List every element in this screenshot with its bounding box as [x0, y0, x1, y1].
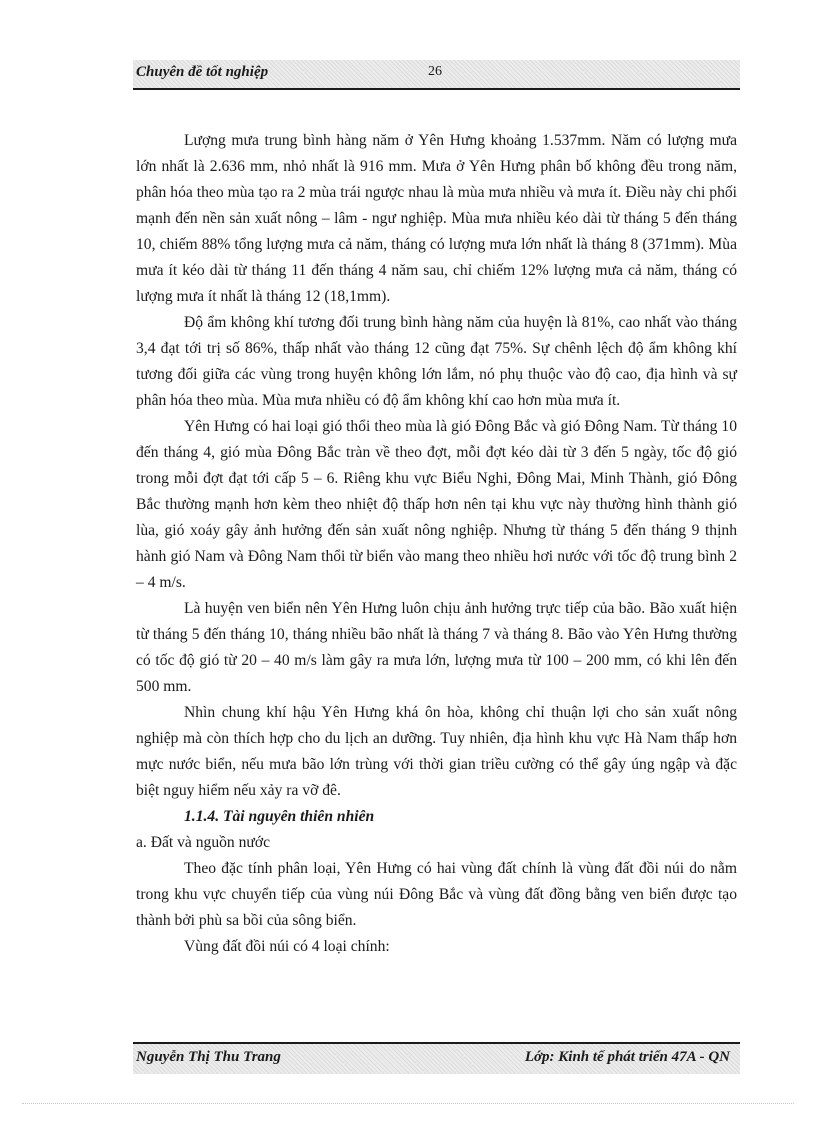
paragraph: Nhìn chung khí hậu Yên Hưng khá ôn hòa, không chỉ thuận lợi cho sản xuất nông nghiệp mà còn thích hợp cho du lịch an dưỡng. Tuy nhiên, địa hình khu vực Hà Nam thấp hơn mực nước biển, nếu mưa bão lớn trùng với thời gian triều cường có thể gây úng ngập và đặc biệt nguy hiểm nếu xảy ra vỡ đê.: [136, 704, 737, 799]
page-edge-divider: [22, 1103, 794, 1104]
paragraph: Yên Hưng có hai loại gió thổi theo mùa là gió Đông Bắc và gió Đông Nam. Từ tháng 10 đến tháng 4, gió mùa Đông Bắc tràn về theo đợt, mỗi đợt kéo dài từ 3 đến 5 ngày, tốc độ gió trong mỗi đợt đạt tới cấp 5 – 6. Riêng khu vực Biểu Nghi, Đông Mai, Minh Thành, gió Đông Bắc thường mạnh hơn kèm theo nhiệt độ thấp hơn nên tại khu vực này thường hình thành gió lùa, gió xoáy gây ảnh hưởng đến sản xuất nông nghiệp. Nhưng từ tháng 5 đến tháng 9 thịnh hành gió Nam và Đông Nam thổi từ biển vào mang theo nhiều hơi nước với tốc độ trung bình 2 – 4 m/s.: [136, 418, 737, 591]
page-number: 26: [428, 64, 442, 79]
paragraph: Lượng mưa trung bình hàng năm ở Yên Hưng khoảng 1.537mm. Năm có lượng mưa lớn nhất là 2.636 mm, nhỏ nhất là 916 mm. Mưa ở Yên Hưng phân bố không đều trong năm, phân hóa theo mùa tạo ra 2 mùa trái ngược nhau là mùa mưa nhiều và mưa ít. Điều này chi phối mạnh đến nền sản xuất nông – lâm - ngư nghiệp. Mùa mưa nhiều kéo dài từ tháng 5 đến tháng 10, chiếm 88% tổng lượng mưa cả năm, tháng có lượng mưa lớn nhất là tháng 8 (371mm). Mùa mưa ít kéo dài từ tháng 11 đến tháng 4 năm sau, chỉ chiếm 12% lượng mưa cả năm, tháng có lượng mưa ít nhất là tháng 12 (18,1mm).: [136, 132, 737, 305]
paragraph: Theo đặc tính phân loại, Yên Hưng có hai vùng đất chính là vùng đất đồi núi do nằm trong khu vực chuyển tiếp của vùng núi Đông Bắc và vùng đất đồng bằng ven biển được tạo thành bởi phù sa bồi của sông biển.: [136, 860, 737, 929]
author-name: Nguyễn Thị Thu Trang: [136, 1049, 281, 1065]
document-title: Chuyên đề tốt nghiệp: [136, 64, 269, 80]
paragraph: Độ ẩm không khí tương đối trung bình hàng năm của huyện là 81%, cao nhất vào tháng 3,4 đạt tới trị số 86%, thấp nhất vào tháng 12 cũng đạt 75%. Sự chênh lệch độ ẩm không khí tương đối giữa các vùng trong huyện không lớn lắm, nó phụ thuộc vào độ cao, địa hình và sự phân hóa theo mùa. Mùa mưa nhiều có độ ẩm không khí cao hơn mùa mưa ít.: [136, 314, 737, 409]
paragraph: Vùng đất đồi núi có 4 loại chính:: [184, 938, 390, 955]
paragraph: Là huyện ven biển nên Yên Hưng luôn chịu ảnh hưởng trực tiếp của bão. Bão xuất hiện từ tháng 5 đến tháng 10, tháng nhiều bão nhất là tháng 7 và tháng 8. Bão vào Yên Hưng thường có tốc độ gió từ 20 – 40 m/s làm gây ra mưa lớn, lượng mưa từ 100 – 200 mm, có khi lên đến 500 mm.: [136, 600, 737, 695]
class-label: Lớp: Kinh tế phát triển 47A - QN: [524, 1049, 730, 1065]
subsection-heading: a. Đất và nguồn nước: [136, 834, 271, 851]
document-body: [136, 128, 737, 960]
page-footer: [133, 1042, 740, 1074]
section-heading: 1.1.4. Tài nguyên thiên nhiên: [184, 808, 375, 825]
page-header: [133, 60, 740, 90]
